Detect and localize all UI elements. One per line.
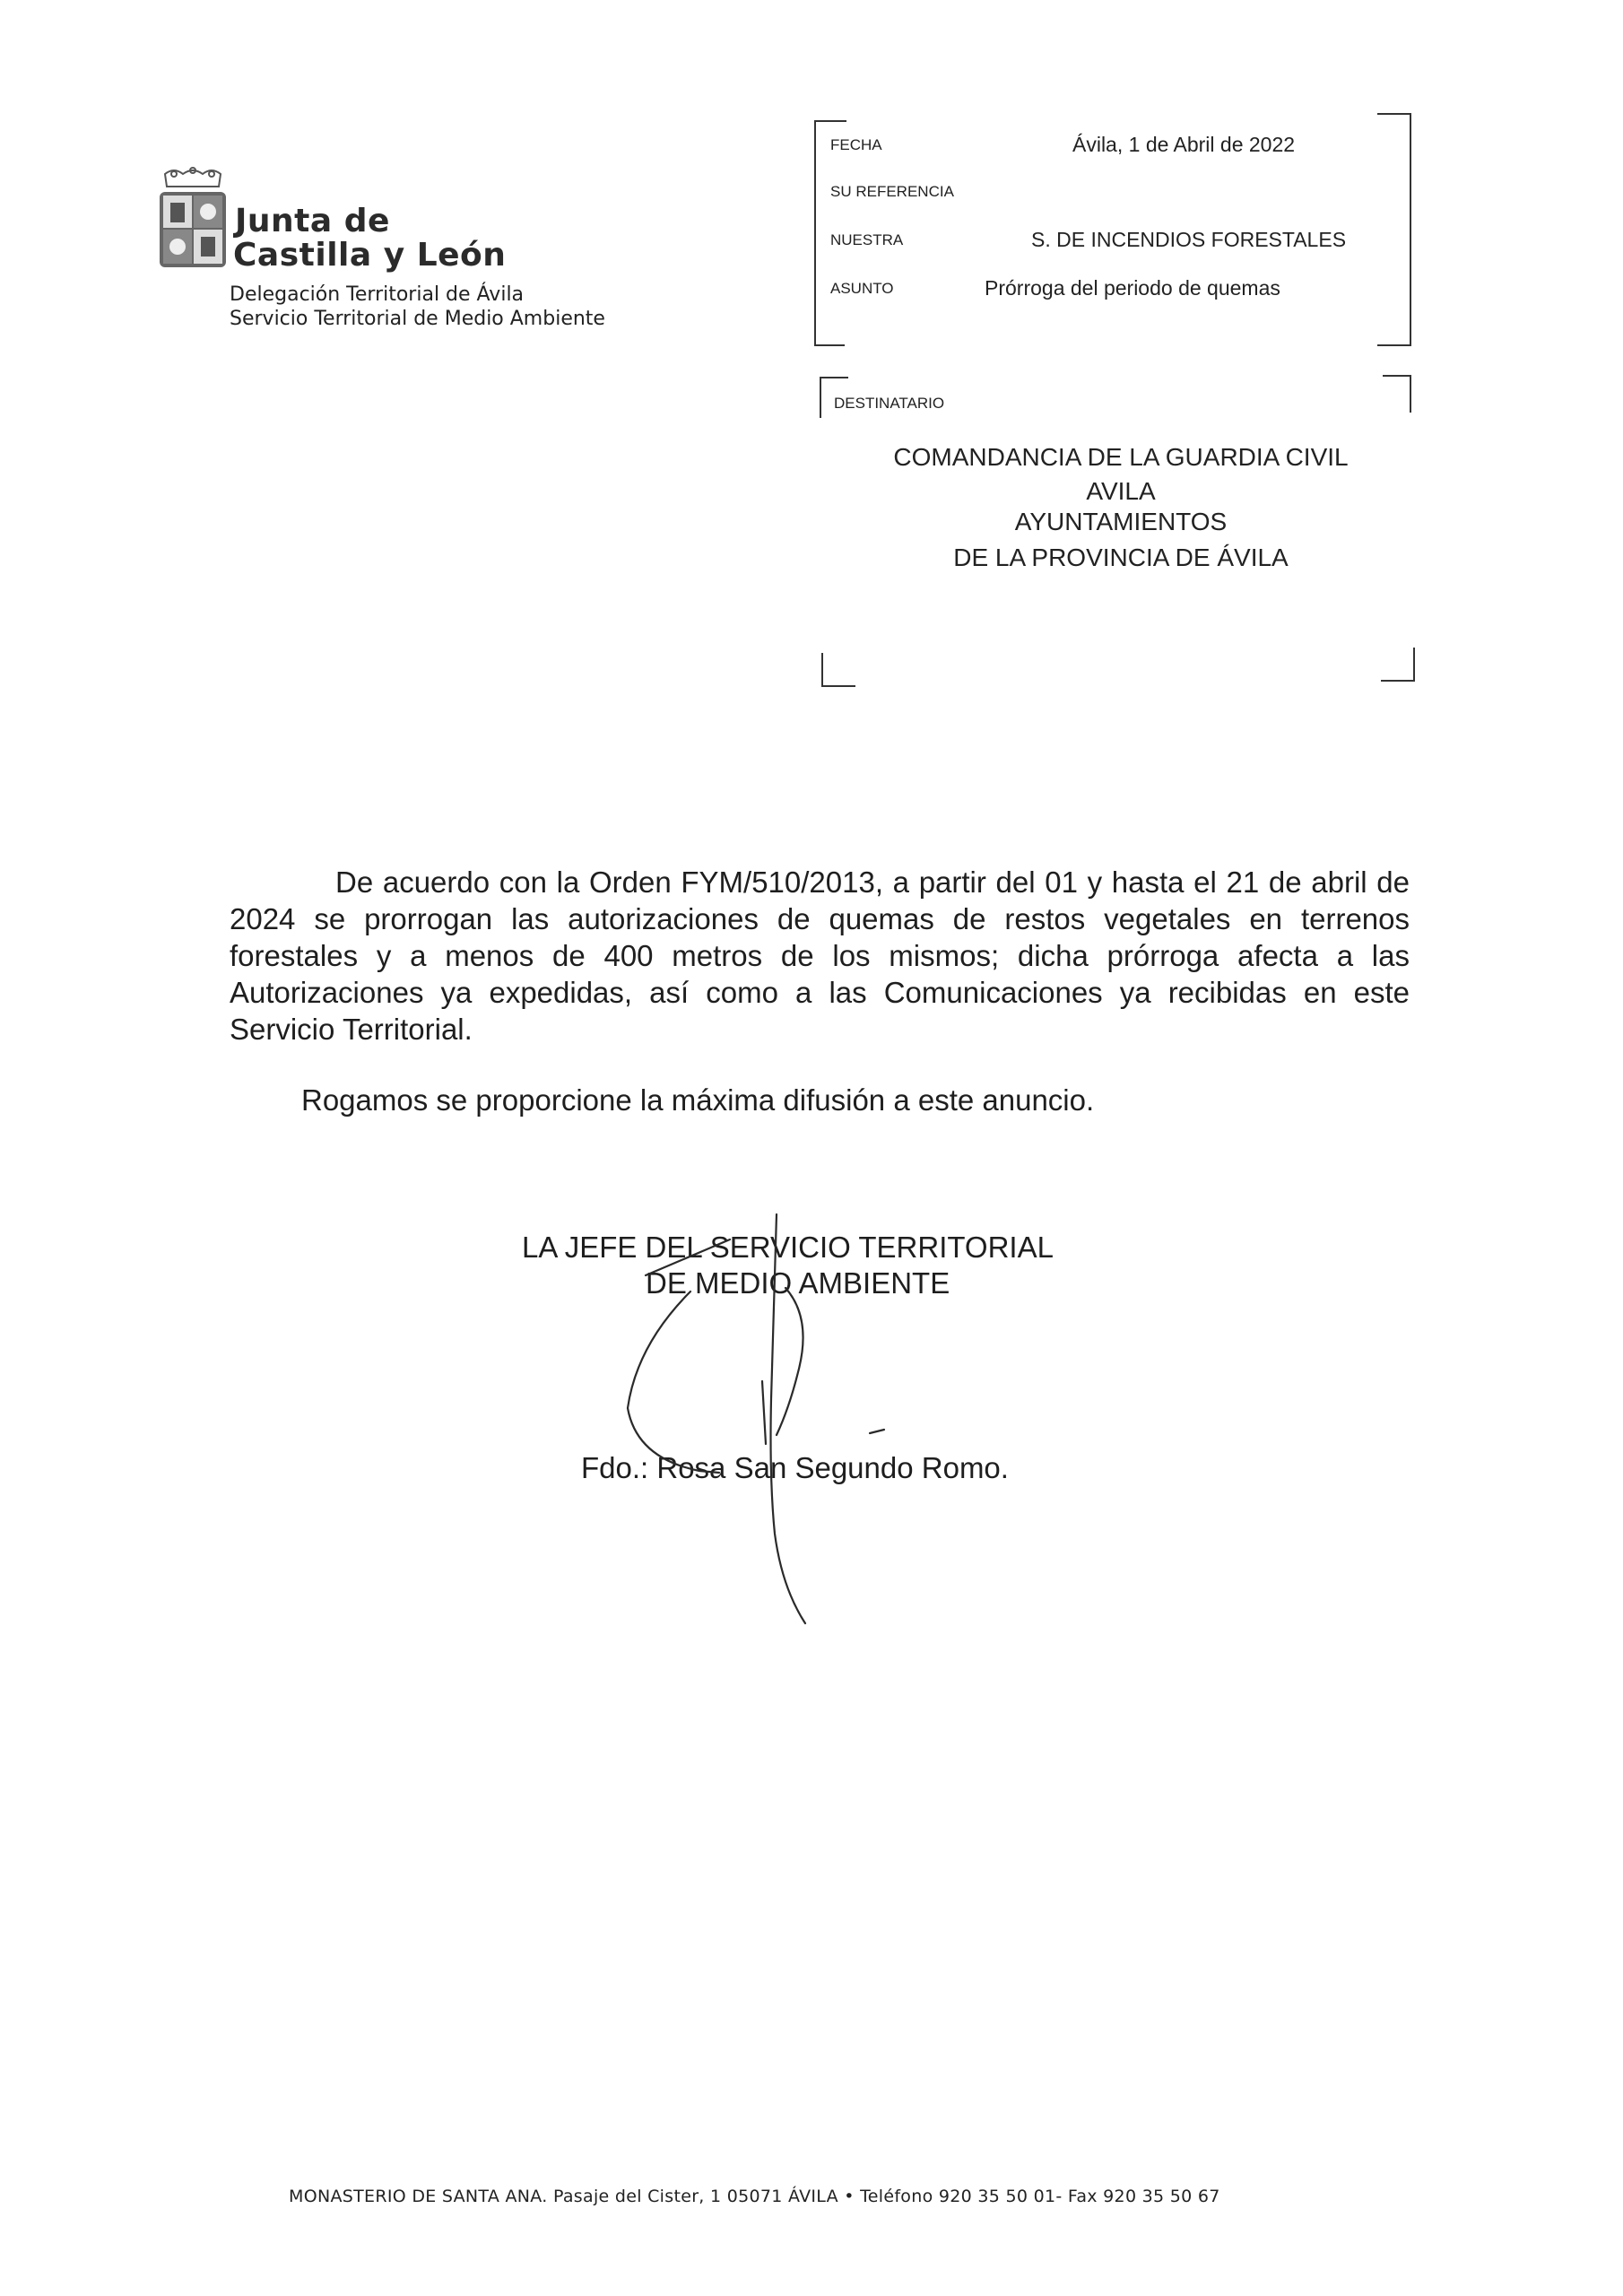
recipient-box-top-right-corner — [1383, 375, 1411, 413]
signature-title-line2: DE MEDIO AMBIENTE — [646, 1266, 950, 1300]
reference-box-bottom-left-corner — [814, 344, 845, 346]
office-line1: Delegación Territorial de Ávila — [230, 283, 525, 306]
office-line2: Servicio Territorial de Medio Ambiente — [230, 308, 605, 330]
recipient-box-bottom-left-corner — [821, 653, 855, 687]
recipient-line-3: AYUNTAMIENTOS — [1014, 508, 1228, 535]
asunto-label: ASUNTO — [830, 280, 894, 297]
coat-of-arms-icon — [156, 167, 230, 273]
fecha-value: Ávila, 1 de Abril de 2022 — [1072, 133, 1296, 156]
handwritten-signature-icon — [610, 1211, 933, 1641]
signature-title-line1: LA JEFE DEL SERVICIO TERRITORIAL — [522, 1231, 1054, 1264]
signed-by: Fdo.: Rosa San Segundo Romo. — [581, 1451, 1009, 1484]
closing-line: Rogamos se proporcione la máxima difusión a este anuncio. — [301, 1083, 1095, 1117]
body-paragraph — [230, 864, 1410, 1048]
body-paragraph-text: De acuerdo con la Orden FYM/510/2013, a partir del 01 y hasta el 21 de abril de 2024 se prorrogan las autorizaciones de quemas de restos vegetales en terrenos forestales y a menos de 400 metros de los mismos; dicha prórroga afecta a las Autorizaciones ya expedidas, así como a las Comunicaciones ya recibidas en este Servicio Territorial. — [230, 865, 1410, 1046]
organization-name-line1: Junta de — [235, 203, 390, 239]
recipient-line-4: DE LA PROVINCIA DE ÁVILA — [953, 544, 1289, 571]
destinatario-label: DESTINATARIO — [834, 395, 945, 412]
organization-name-line2: Castilla y León — [233, 237, 507, 274]
su-referencia-label: SU REFERENCIA — [830, 183, 954, 200]
reference-box-top-right-corner — [1377, 113, 1411, 346]
footer-address: MONASTERIO DE SANTA ANA. Pasaje del Cister, 1 05071 ÁVILA • Teléfono 920 35 50 01- Fax 920 35 50 67 — [289, 2187, 1220, 2206]
fecha-label: FECHA — [830, 136, 882, 153]
recipient-line-2: AVILA — [1086, 477, 1156, 505]
asunto-value: Prórroga del periodo de quemas — [985, 276, 1280, 300]
nuestra-value: S. DE INCENDIOS FORESTALES — [1031, 228, 1347, 251]
recipient-box-bottom-right-corner — [1381, 648, 1415, 682]
nuestra-label: NUESTRA — [830, 231, 904, 248]
recipient-line-1: COMANDANCIA DE LA GUARDIA CIVIL — [893, 443, 1349, 471]
